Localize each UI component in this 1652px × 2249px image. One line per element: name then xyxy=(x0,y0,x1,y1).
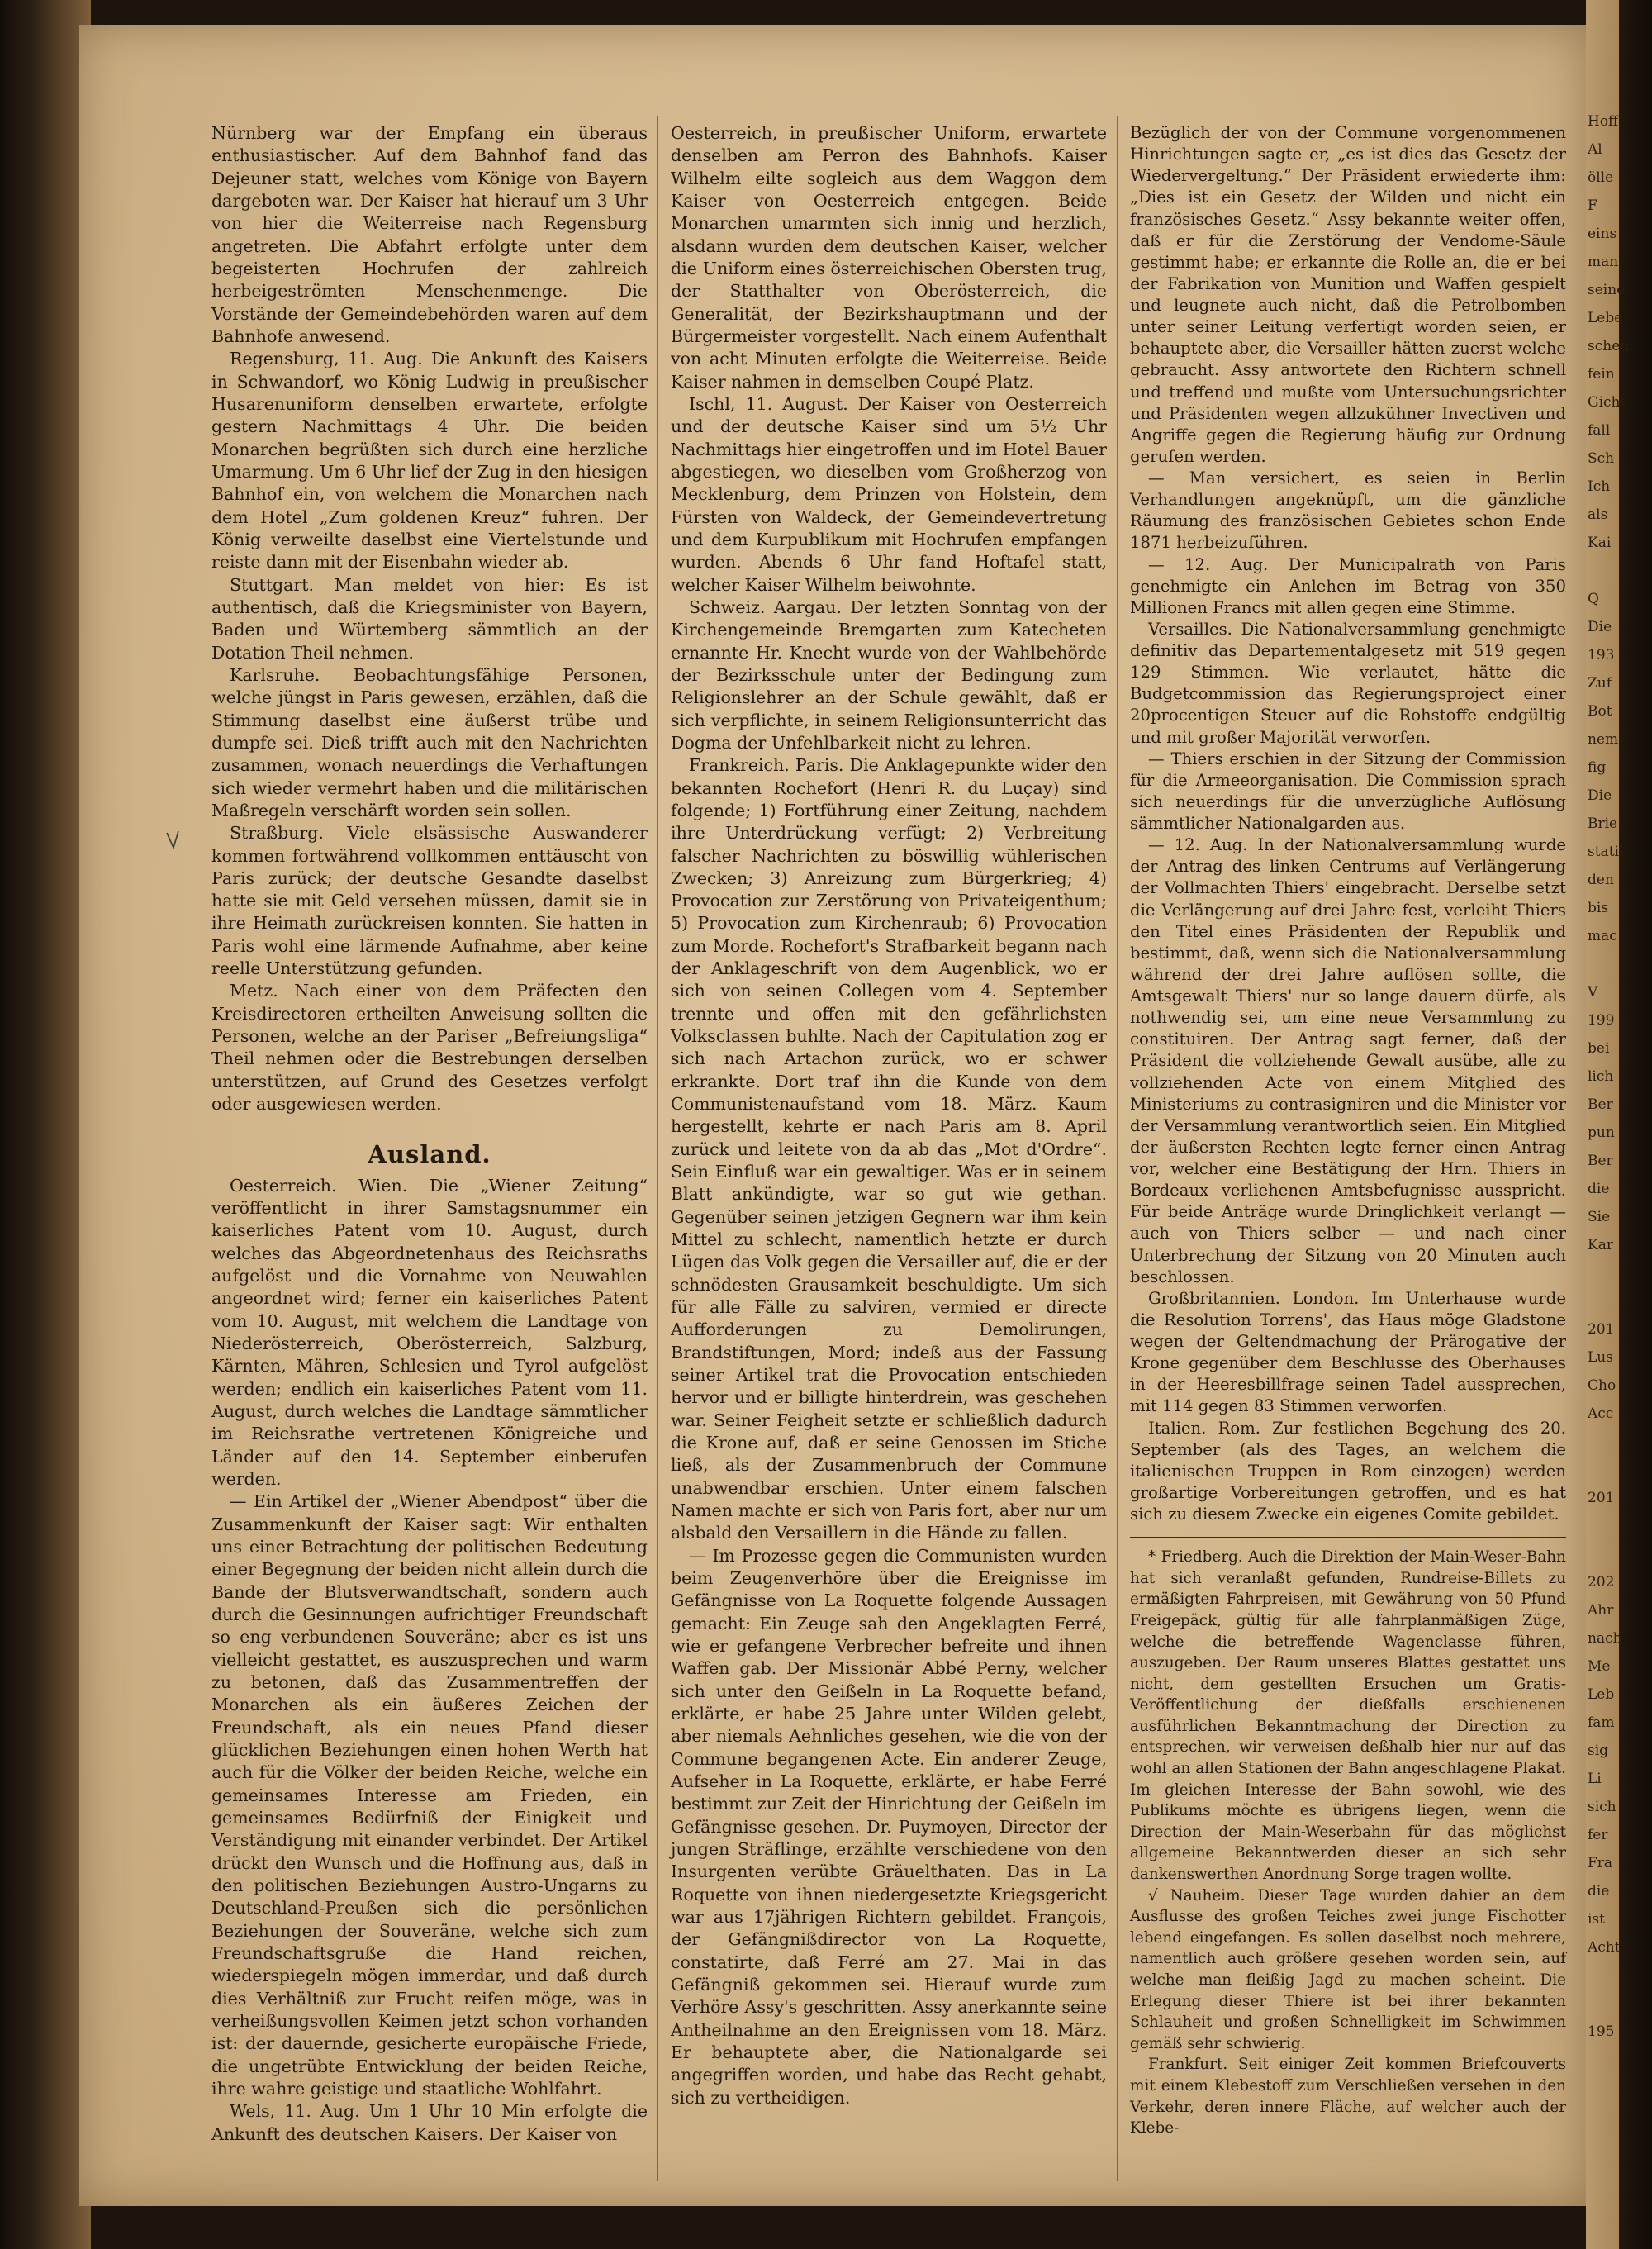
article-friedberg: * Friedberg. Auch die Direktion der Main-Weser-Bahn hat sich veranlaßt gefunden, Rundreise-Billets zu ermäßigten Fahrpreisen, mit Gewährung von 50 Pfund Freigepäck, gültig für alle fahrplanmäßigen Züge, welche die betreffende Wagenclasse führen, auszugeben. Der Raum unseres Blattes gestattet uns nicht, dem gestellten Ersuchen um Gratis-Veröffentlichung der dießfalls erschienenen ausführlichen Bekanntmachung der Direction zu entsprechen, wir verweisen deßhalb hier nur auf das wohl an allen Stationen der Bahn angeschlagene Plakat. Im gleichen Interesse der Bahn sowohl, wie des Publikums möchte es übrigens liegen, wenn die Direction der Main-Weserbahn für das möglichst allgemeine Bekanntwerden dieser an sich sehr dankenswerthen Anordnung Sorge tragen wollte. xyxy=(1130,1548,1566,1884)
edge-fragment: scheu xyxy=(1588,338,1630,354)
article-nationalversammlung: — 12. Aug. In der Nationalversammlung wurde der Antrag des linken Centrums auf Verlängerung der Vollmachten Thiers' eingebracht. Derselbe setzt die Verlängerung auf drei Jahre fest, verleiht Thiers den Titel eines Präsidenten der Republik und bestimmt, daß, wenn sich die Nationalversammlung während der drei Jahre auflösen sollte, die Amtsgewalt Thiers' nur so lange dauern dürfe, als nothwendig sei, um eine neue Versammlung zu constituiren. Der Antrag sagt ferner, daß der Präsident die vollziehende Gewalt ausübe, alle zu vollziehenden Acte von einem Mitglied des Ministeriums zu contrasigniren und die Minister vor der Versammlung verantwortlich seien. Ein Mitglied der äußersten Rechten legte ferner einen Antrag vor, welcher eine Bestätigung der Hrn. Thiers in Bordeaux verliehenen Amtsbefugnisse ausspricht. Für beide Anträge wurde Dringlichkeit verlangt — auch von Thiers selber — und nach einer Unterbrechung der Sitzung von 20 Minuten auch beschlossen. xyxy=(1130,835,1566,1286)
edge-fragment: Ber xyxy=(1588,1153,1613,1169)
column-2 xyxy=(671,122,1107,2109)
edge-fragment: Hoff xyxy=(1588,113,1619,130)
article-communisten-prozess: — Im Prozesse gegen die Communisten wurden beim Zeugenverhöre über die Ereignisse im Gefängnisse von La Roquette folgende Aussagen gemacht: Ein Zeuge sah den Angeklagten Ferré, wie er gefangene Verbrecher befreite und ihnen Waffen gab. Der Missionär Abbé Perny, welcher sich unter den Geißeln in La Roquette befand, erklärte, er habe 25 Jahre unter Wilden gelebt, aber niemals Aehnliches gesehen, wie die von der Commune begangenen Acte. Ein anderer Zeuge, Aufseher in La Roquette, erklärte, er habe Ferré bestimmt zur Zeit der Hinrichtung der Geißeln im Gefängnisse gesehen. Dr. Puymoyen, Director der jungen Sträflinge, erzählte verschiedene von den Insurgenten verübte Gräuelthaten. Das in La Roquette von ihnen niedergesetzte Kriegsgericht war aus 17jährigen Richtern gebildet. François, der Gefängnißdirector von La Roquette, constatirte, daß Ferré am 27. Mai in das Gefängniß gekommen sei. Hierauf wurde zum Verhöre Assy's geschritten. Assy anerkannte seine Antheilnahme an den Ereignissen vom 18. März. Er behauptete aber, die Nationalgarde sei angegriffen worden, und habe das Recht gehabt, sich zu vertheidigen. xyxy=(671,1545,1107,2108)
edge-fragment: pun xyxy=(1588,1124,1615,1141)
edge-fragment xyxy=(1588,557,1619,585)
edge-fragment: den xyxy=(1588,872,1614,888)
edge-fragment xyxy=(1588,1287,1619,1315)
edge-fragment: sich xyxy=(1588,1799,1616,1815)
edge-fragment: Leb xyxy=(1588,1686,1615,1703)
edge-fragment: 195 xyxy=(1588,2023,1615,2040)
article-wiener-abendpost: — Ein Artikel der „Wiener Abendpost“ über die Zusammenkunft der Kaiser sagt: Wir enthalten uns einer Betrachtung der politischen Bedeutung einer Begegnung der beiden nicht allein durch die Bande der Blutsverwandtschaft, sondern auch durch die Gesinnungen aufrichtiger Freundschaft so eng verbundenen Souveräne; aber es ist uns vielleicht gestattet, es auszusprechen und warm zu betonen, daß das Zusammentreffen der Monarchen als ein äußeres Zeichen der Freundschaft, als ein neues Pfand dieser glücklichen Beziehungen einen hohen Werth hat auch für die Völker der beiden Reiche, welche ein gemeinsames Interesse am Frieden, ein gemeinsames Bedürfniß der Einigkeit und Verständigung mit einander verbindet. Der Artikel drückt den Wunsch und die Hoffnung aus, daß in den politischen Beziehungen Austro-Ungarns zu Deutschland-Preußen sich die persönlichen Beziehungen der Souveräne, welche sich zum Freundschaftsgruße die Hand reichen, wiederspiegeln mögen immerdar, und daß durch dies Verhältniß zur Frucht reifen möge, was in verheißungsvollen Keimen jetzt schon vorhanden ist: der dauernde, gesicherte europäische Friede, die ungetrübte Entwicklung der beiden Reiche, ihre wahre geistige und staatliche Wohlfahrt. xyxy=(211,1491,648,2099)
article-versailles: Versailles. Die Nationalversammlung genehmigte definitiv das Departementalgesetz mit 519 gegen 129 Stimmen. Wie verlautet, hätte die Budgetcommission das Regierungsproject einer 20procentigen Steuer auf die Rohstoffe endgültig und mit großer Majorität verworfen. xyxy=(1130,619,1566,747)
article-strassburg: Straßburg. Viele elsässische Auswanderer kommen fortwährend vollkommen enttäuscht von Paris zurück; der deutsche Gesandte daselbst hatte sie mit Geld versehen müssen, damit sie in ihre Heimath zurückreisen konnten. Sie hatten in Paris wohl eine lärmende Aufnahme, aber keine reelle Unterstützung gefunden. xyxy=(211,823,648,979)
edge-fragment: Ahr xyxy=(1588,1602,1614,1619)
edge-fragment xyxy=(1588,1512,1619,1540)
article-frankreich-paris: Frankreich. Paris. Die Anklagepunkte wider den bekannten Rochefort (Henri R. du Luçay) sind folgende; 1) Fortführung einer Zeitung, nachdem ihre Unterdrückung verfügt; 2) Verbreitung falscher Nachrichten zu böswillig wühlerischen Zwecken; 3) Anreizung zum Bürgerkrieg; 4) Provocation zur Zerstörung von Privateigenthum; 5) Provocation zum Kirchenraub; 6) Provocation zum Morde. Rochefort's Strafbarkeit begann nach der Anklageschrift von dem Augenblick, wo er sich von seinen Collegen vom 4. September trennte und offen mit den gefährlichsten Volksclassen buhlte. Nach der Capitulation zog er sich nach Artachon zurück, wo er schwer erkrankte. Dort traf ihn die Kunde von dem Communistenaufstand vom 18. März. Kaum hergestellt, kehrte er nach Paris am 8. April zurück und leitete von da ab das „Mot d'Ordre“. Sein Einfluß war ein gewaltiger. Was er in seinem Blatt ankündigte, war so gut wie gethan. Gegenüber seinen jetzigen Gegnern war ihm kein Mittel zu schlecht, namentlich hetzte er durch Lügen das Volk gegen die Versailler auf, die er der schnödesten Grausamkeit beschuldigte. Um sich für alle Fälle zu salviren, vermied er directe Aufforderungen zu Demolirungen, Brandstiftungen, Mord; indeß aus der Fassung seiner Artikel trat die Provocation entschieden hervor und er billigte hinterdrein, was geschehen war. Seiner Feigheit setzte er schließlich dadurch die Krone auf, daß er seine Genossen im Stiche ließ, als der Zusammenbruch der Commune unabwendbar erschien. Unter einem falschen Namen machte er sich von Paris fort, aber nur um alsbald den Versaillern in die Hände zu fallen. xyxy=(671,755,1107,1543)
article-oesterreich-wien: Oesterreich. Wien. Die „Wiener Zeitung“ veröffentlicht in ihrer Samstagsnummer ein kaiserliches Patent vom 10. August, durch welches das Abgeordnetenhaus des Reichsraths aufgelöst und die Vornahme von Neuwahlen angeordnet wird; ferner ein kaiserliches Patent vom 10. August, mit welchem die Landtage von Niederösterreich, Oberösterreich, Salzburg, Kärnten, Mähren, Schlesien und Tyrol aufgelöst werden; endlich ein kaiserliches Patent vom 11. August, durch welches die Landtage sämmtlicher im Reichsrathe vertretenen Königreiche und Länder auf den 14. September einberufen werden. xyxy=(211,1175,648,1490)
edge-fragment: fam xyxy=(1588,1714,1615,1731)
edge-fragment: seine xyxy=(1588,282,1626,298)
edge-fragment: fig xyxy=(1588,759,1607,776)
edge-fragment: nem xyxy=(1588,731,1619,748)
edge-fragment xyxy=(1588,1990,1619,2018)
edge-fragment: fer xyxy=(1588,1827,1608,1843)
column-rule-2 xyxy=(1117,116,1118,2181)
edge-fragment: Fra xyxy=(1588,1855,1613,1871)
article-metz: Metz. Nach einer von dem Präfecten den Kreisdirectoren ertheilten Anweisung sollten die Personen, welche an der Pariser „Befreiungsliga“ Theil nehmen oder die Bestrebungen derselben unterstützen, auf Grund des Gesetzes verfolgt oder ausgewiesen werden. xyxy=(211,981,648,1115)
article-frankfurt: Frankfurt. Seit einiger Zeit kommen Briefcouverts mit einem Klebestoff zum Verschließen versehen in den Verkehr, deren innere Fläche, auf welcher auch der Klebe- xyxy=(1130,2056,1566,2137)
article-ischl: Ischl, 11. August. Der Kaiser von Oesterreich und der deutsche Kaiser sind um 5½ Uhr Nachmittags hier eingetroffen und im Hotel Bauer abgestiegen, wo dieselben vom Großherzog von Mecklenburg, dem Prinzen von Holstein, dem Fürsten von Waldeck, der Gemeindevertretung und dem Kurpublikum mit Hochrufen empfangen wurden. Abends 6 Uhr fand Hoftafel statt, welcher Kaiser Wilhelm beiwohnte. xyxy=(671,393,1107,595)
edge-fragment: ist xyxy=(1588,1911,1605,1928)
edge-fragment: die xyxy=(1588,1883,1610,1900)
edge-fragment: 201 xyxy=(1588,1490,1615,1506)
article-schweiz-aargau: Schweiz. Aargau. Der letzten Sonntag von der Kirchengemeinde Bremgarten zum Katecheten ernannte Hr. Knecht wurde von der Wahlbehörde der Bezirksschule unter der Bedingung zum Religionslehrer an der Schule gewählt, daß er sich verpflichte, in seinem Religionsunterricht das Dogma der Unfehlbarkeit nicht zu lehren. xyxy=(671,597,1107,753)
edge-fragment: Kar xyxy=(1588,1237,1613,1253)
edge-fragment: Cho xyxy=(1588,1377,1616,1394)
pencil-check-mark xyxy=(164,830,182,854)
edge-fragment: Lebe xyxy=(1588,310,1623,326)
edge-fragment: ölle xyxy=(1588,169,1614,186)
article-thiers-commission: — Thiers erschien in der Sitzung der Commission für die Armeeorganisation. Die Commission sprach sich neuerdings für die unverzügliche Auflösung sämmtlicher Nationalgarden aus. xyxy=(1130,749,1566,833)
column-rule-1 xyxy=(657,116,658,2181)
edge-fragment: Brie xyxy=(1588,815,1618,832)
edge-fragment: Gicht xyxy=(1588,394,1626,411)
edge-fragment xyxy=(1588,1456,1619,1484)
edge-fragment: Q xyxy=(1588,591,1599,607)
article-municipalrath: — 12. Aug. Der Municipalrath von Paris genehmigte ein Anlehen im Betrag von 350 Millionen Francs mit allen gegen eine Stimme. xyxy=(1130,554,1566,617)
edge-fragment: Kai xyxy=(1588,535,1612,551)
article-wels-continued: Oesterreich, in preußischer Uniform, erwartete denselben am Perron des Bahnhofs. Kaiser Wilhelm eilte sogleich aus dem Waggon dem Kaiser von Oesterreich entgegen. Beide Monarchen umarmten sich innig und herzlich, alsdann wurden dem deutschen Kaiser, welcher die Uniform eines österreichischen Obersten trug, der Statthalter von Oberösterreich, die Generalität, der Bezirkshauptmann und der Bürgermeister vorgestellt. Nach einem Aufenthalt von acht Minuten erfolgte die Weiterreise. Beide Kaiser nahmen in demselben Coupé Platz. xyxy=(671,123,1107,392)
edge-fragment: bis xyxy=(1588,900,1609,916)
edge-fragment: Die xyxy=(1588,787,1612,804)
article-berlin-raeumung: — Man versichert, es seien in Berlin Verhandlungen angeknüpft, um die gänzliche Räumung des französischen Gebietes schon Ende 1871 herbeizuführen. xyxy=(1130,468,1566,553)
edge-fragment: bei xyxy=(1588,1040,1610,1057)
edge-fragment: 199 xyxy=(1588,1012,1615,1029)
article-italien-rom: Italien. Rom. Zur festlichen Begehung des 20. September (als des Tages, an welchem die italienischen Truppen in Rom einzogen) werden großartige Vorbereitungen getroffen, und es hat sich zu diesem Zwecke ein eigenes Comite gebildet. xyxy=(1130,1418,1566,1524)
edge-fragment: F xyxy=(1588,197,1597,214)
edge-fragment: Acht xyxy=(1588,1939,1621,1956)
edge-fragment xyxy=(1588,950,1619,978)
section-divider xyxy=(1130,1537,1566,1538)
edge-fragment: Die xyxy=(1588,619,1612,635)
article-grossbritannien: Großbritannien. London. Im Unterhause wurde die Resolution Torrens', das Haus möge Gladstone wegen der Geltendmachung der Prärogative der Krone gegenüber dem Beschlusse des Oberhauses in der Heeresbillfrage seinen Tadel aussprechen, mit 114 gegen 83 Stimmen verworfen. xyxy=(1130,1288,1566,1416)
edge-fragment: nach xyxy=(1588,1630,1622,1647)
edge-fragment: Me xyxy=(1588,1658,1611,1675)
edge-fragment: Lus xyxy=(1588,1349,1613,1366)
edge-fragment: fein xyxy=(1588,366,1615,383)
edge-fragment: Acc xyxy=(1588,1405,1614,1422)
article-assy-continued: Bezüglich der von der Commune vorgenommenen Hinrichtungen sagte er, „es ist dies das Gesetz der Wiedervergeltung.“ Der Präsident erwiederte ihm: „Dies ist ein Gesetz der Wilden und nicht ein französisches Gesetz.“ Assy bekannte weiter offen, daß er für die Zerstörung der Vendome-Säule gestimmt habe; er erkannte die Rolle an, die er bei der Fabrikation von Munition und Waffen gespielt und leugnete auch nicht, daß die Petrolbomben unter seiner Leitung verfertigt worden seien, er behauptete aber, die Versailler hätten zuerst welche gebraucht. Assy antwortete den Richtern schnell und treffend und mußte vom Untersuchungsrichter und Präsidenten wegen allzukühner Invectiven und Angriffe gegen die Regierung häufig zur Ordnung gerufen werden. xyxy=(1130,123,1566,466)
edge-fragment: man xyxy=(1588,254,1619,270)
edge-fragment: eins xyxy=(1588,226,1617,242)
edge-fragment: die xyxy=(1588,1181,1610,1197)
edge-fragment xyxy=(1588,1259,1619,1287)
edge-fragment: Ber xyxy=(1588,1096,1613,1113)
edge-fragment: lich xyxy=(1588,1068,1614,1085)
edge-fragment: 202 xyxy=(1588,1574,1615,1590)
edge-fragment: Li xyxy=(1588,1771,1602,1787)
article-nuernberg: Nürnberg war der Empfang ein überaus enthusiastischer. Auf dem Bahnhof fand das Dejeuner statt, welches vom Könige von Bayern dargeboten war. Der Kaiser hat hierauf um 3 Uhr von hier die Weiterreise nach Regensburg angetreten. Die Abfahrt erfolgte unter dem begeisterten Hochrufen der zahlreich herbeigeströmten Menschenmenge. Die Vorstände der Gemeindebehörden waren auf dem Bahnhofe anwesend. xyxy=(211,123,648,346)
edge-fragment: als xyxy=(1588,506,1608,523)
edge-fragment: Al xyxy=(1588,141,1602,158)
article-regensburg: Regensburg, 11. Aug. Die Ankunft des Kaisers in Schwandorf, wo König Ludwig in preußischer Husarenuniform denselben erwartete, erfolgte gestern Nachmittags 4 Uhr. Die beiden Monarchen begrüßten sich durch eine herzliche Umarmung. Um 6 Uhr lief der Zug in den hiesigen Bahnhof ein, von welchem die Monarchen nach dem Hotel „Zum goldenen Kreuz“ fuhren. Der König verweilte daselbst eine Viertelstunde und reiste dann mit der Eisenbahn wieder ab. xyxy=(211,349,648,573)
edge-fragment: fall xyxy=(1588,422,1611,439)
article-nauheim: √ Nauheim. Dieser Tage wurden dahier an dem Ausflusse des großen Teiches zwei junge Fischotter lebend eingefangen. Es sollen daselbst noch mehrere, namentlich auch größere gesehen worden sein, auf welche man fleißig Jagd zu machen scheint. Die Erlegung dieser Thiere ist bei ihrer bekannten Schlauheit und großen Schnelligkeit im Schwimmen gemäß sehr schwierig. xyxy=(1130,1886,1566,2052)
edge-fragment: Sch xyxy=(1588,450,1615,467)
edge-fragment: stati xyxy=(1588,844,1619,860)
edge-fragment: Zuf xyxy=(1588,675,1612,692)
section-title-ausland: Ausland. xyxy=(368,1140,491,1169)
binding-shadow-left xyxy=(0,0,91,2249)
edge-fragment: V xyxy=(1588,984,1598,1001)
edge-fragment: mac xyxy=(1588,928,1617,944)
edge-fragment xyxy=(1588,1961,1619,1990)
column-3 xyxy=(1130,122,1566,2139)
next-page-edge-text xyxy=(1588,107,1630,2132)
edge-fragment: Ich xyxy=(1588,478,1611,495)
article-wels: Wels, 11. Aug. Um 1 Uhr 10 Min erfolgte die Ankunft des deutschen Kaisers. Der Kaiser von xyxy=(211,2101,648,2144)
edge-fragment: Sie xyxy=(1588,1209,1611,1225)
edge-fragment xyxy=(1588,1540,1619,1568)
edge-fragment: sig xyxy=(1588,1743,1609,1759)
edge-fragment xyxy=(1588,1428,1619,1456)
article-karlsruhe: Karlsruhe. Beobachtungsfähige Personen, welche jüngst in Paris gewesen, erzählen, daß die Stimmung daselbst eine äußerst trübe und dumpfe sei. Dieß trifft auch mit den Nachrichten zusammen, wonach neuerdings die Verhaftungen sich wieder vermehrt haben und die militärischen Maßregeln verschärft worden sein sollen. xyxy=(211,664,648,820)
edge-fragment: 201 xyxy=(1588,1321,1615,1338)
column-1 xyxy=(211,122,648,2146)
edge-fragment: Bot xyxy=(1588,703,1612,720)
edge-fragment: 193 xyxy=(1588,647,1615,663)
article-stuttgart: Stuttgart. Man meldet von hier: Es ist authentisch, daß die Kriegsminister von Bayern, Baden und Würtemberg sämmtlich an der Dotation Theil nehmen. xyxy=(211,574,648,663)
